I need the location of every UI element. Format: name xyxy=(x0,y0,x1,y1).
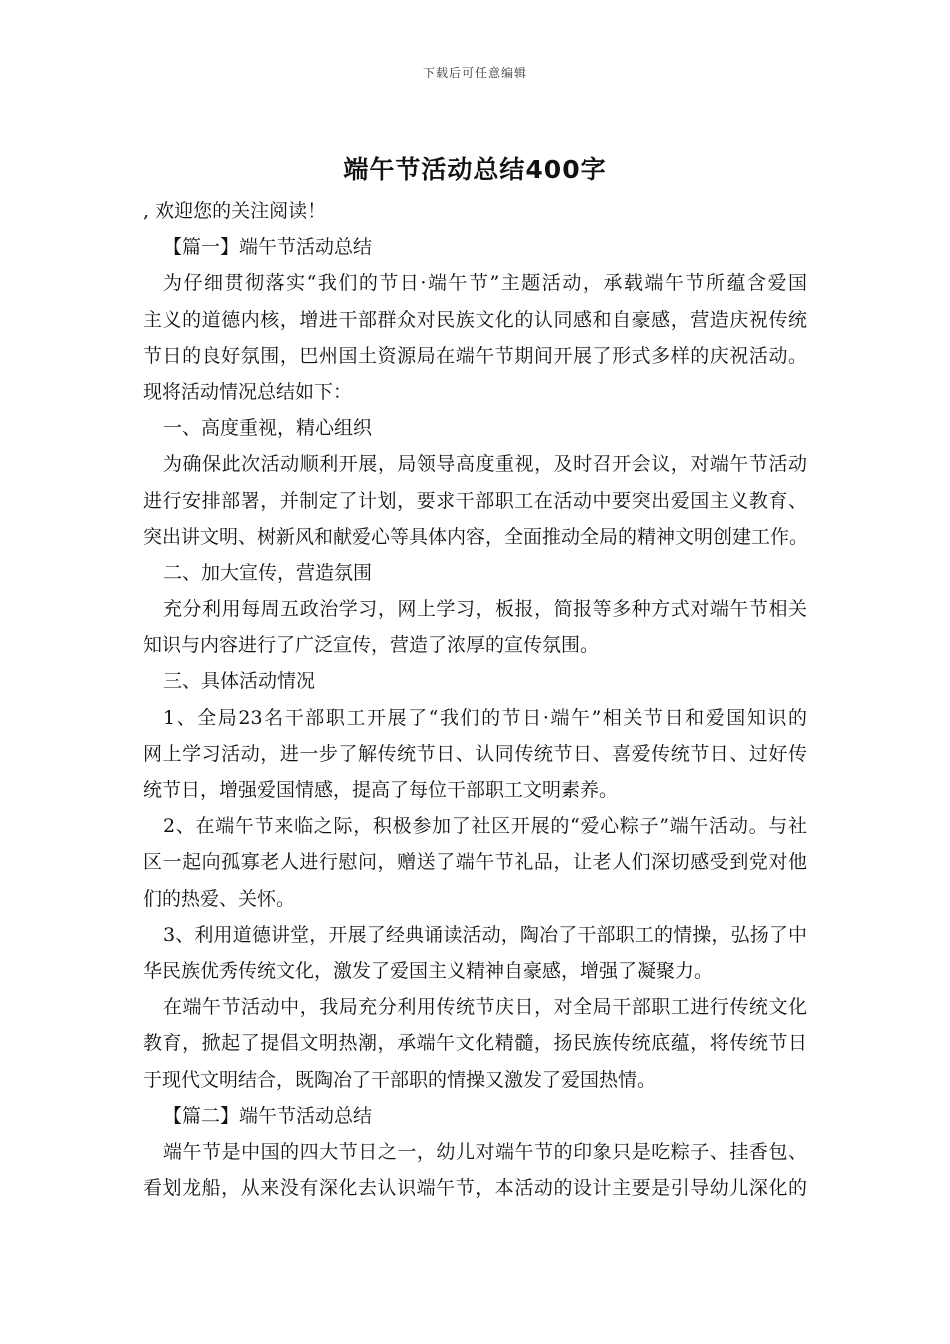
paragraph-line: 突出讲文明、树新风和献爱心等具体内容，全面推动全局的精神文明创建工作。 xyxy=(143,525,809,548)
paragraph-line: 教育，掀起了提倡文明热潮，承端午文化精髓，扬民族传统底蕴，将传统节日 xyxy=(143,1032,807,1055)
section-heading-part-one: 【篇一】端午节活动总结 xyxy=(163,236,373,259)
paragraph-line: 看划龙船，从来没有深化去认识端午节，本活动的设计主要是引导幼儿深化的 xyxy=(143,1177,807,1200)
subheading-three: 三、具体活动情况 xyxy=(163,670,316,693)
paragraph-line: 进行安排部署，并制定了计划，要求干部职工在活动中要突出爱国主义教育、 xyxy=(143,489,807,512)
paragraph-line: 主义的道德内核，增进干部群众对民族文化的认同感和自豪感，营造庆祝传统 xyxy=(143,308,807,331)
document-body xyxy=(143,193,807,1206)
paragraph-line: 知识与内容进行了广泛宣传，营造了浓厚的宣传氛围。 xyxy=(143,634,600,657)
paragraph-line: 为确保此次活动顺利开展，局领导高度重视，及时召开会议，对端午节活动 xyxy=(163,453,807,476)
paragraph-line: 1、全局23名干部职工开展了“我们的节日·端午”相关节日和爱国知识的 xyxy=(163,706,807,729)
paragraph-line: 在端午节活动中，我局充分利用传统节庆日，对全局干部职工进行传统文化 xyxy=(163,996,807,1019)
paragraph-line: 现将活动情况总结如下： xyxy=(143,380,353,403)
subheading-one: 一、高度重视，精心组织 xyxy=(163,417,373,440)
paragraph-line: 3、利用道德讲堂，开展了经典诵读活动，陶冶了干部职工的情操，弘扬了中 xyxy=(163,923,807,946)
paragraph-line: 节日的良好氛围，巴州国土资源局在端午节期间开展了形式多样的庆祝活动。 xyxy=(143,344,807,367)
header-note: 下载后可任意编辑 xyxy=(422,66,527,80)
paragraph-line: 端午节是中国的四大节日之一，幼儿对端午节的印象只是吃粽子、挂香包、 xyxy=(163,1140,807,1163)
paragraph-line: 于现代文明结合，既陶冶了干部职的情操又激发了爱国热情。 xyxy=(143,1068,657,1091)
paragraph-line: 华民族优秀传统文化，激发了爱国主义精神自豪感，增强了凝聚力。 xyxy=(143,959,714,982)
paragraph-line: 们的热爱、关怀。 xyxy=(143,887,296,910)
intro-line: , 欢迎您的关注阅读！ xyxy=(143,200,327,222)
paragraph-line: 网上学习活动，进一步了解传统节日、认同传统节日、喜爱传统节日、过好传 xyxy=(143,742,807,765)
paragraph-line: 充分利用每周五政治学习，网上学习，板报，简报等多种方式对端午节相关 xyxy=(163,598,807,621)
paragraph-line: 2、在端午节来临之际，积极参加了社区开展的“爱心粽子”端午活动。与社 xyxy=(163,815,807,838)
subheading-two: 二、加大宣传，营造氛围 xyxy=(163,561,373,584)
paragraph-line: 为仔细贯彻落实“我们的节日·端午节”主题活动，承载端午节所蕴含爱国 xyxy=(163,272,807,295)
paragraph-line: 统节日，增强爱国情感，提高了每位干部职工文明素养。 xyxy=(143,779,619,801)
paragraph-line: 区一起向孤寡老人进行慰问，赠送了端午节礼品，让老人们深切感受到党对他 xyxy=(143,851,807,874)
section-heading-part-two: 【篇二】端午节活动总结 xyxy=(163,1104,373,1127)
document-title: 端午节活动总结400字 xyxy=(343,155,607,184)
